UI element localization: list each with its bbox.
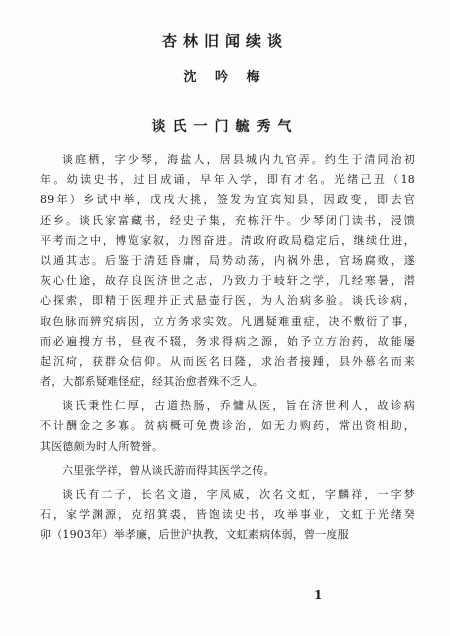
paragraph [40,485,415,546]
paragraph [40,396,415,457]
text-line: 以通其志。后鉴于清廷昏庸，局势动荡，内祸外患，官场腐败，遂 [40,253,415,267]
chapter-title: 谈氏一门毓秀气 [151,119,299,135]
page-number: 1 [314,588,323,602]
text-line: 灰心仕途，故存良医济世之志，乃致力于岐轩之学，几经寒暑，潜 [40,274,415,288]
text-line: 89年）乡试中举，戊戌大挑，签发为宜宾知县，因政变，即去官 [40,193,415,207]
body-text [40,150,415,546]
text-line: 还乡。谈氏家富藏书，经史子集，充栋汗牛。少琴闭门读书，浸馈 [40,213,415,227]
author-name: 沈 吟 梅 [183,70,267,85]
book-title: 杏林旧闻续谈 [161,32,288,50]
text-line: 而必遍搜方书，昼夜不辍，务求得病之源，始予立方治药，故能屡 [40,334,415,348]
text-line: 谈氏有二子，长名文道，字凤威，次名文虹，字麟祥，一字梦 [62,488,415,501]
text-line: 谈庭栖，字少琴，海盐人，居县城内九官弄。约生于清同治初 [62,153,415,166]
text-line: 取色脉而辨究病因，立方务求实效。凡遇疑难重症，决不敷衍了事， [40,314,415,328]
text-line: 石，家学渊源，克绍箕裘，皆饱读史书，攻举事业，文虹于光绪癸 [40,508,415,522]
text-line: 年。幼读史书，过目成诵，早年入学，即有才名。光绪己丑（18 [40,173,415,187]
text-line: 其医德颇为时人所赞誉。 [40,439,164,453]
paragraph [40,150,415,392]
text-line: 者，大都系疑难怪症，经其治愈者殊不乏人。 [40,375,264,389]
text-line: 六里张学祥，曾从谈氏游而得其医学之传。 [62,463,275,477]
text-line: 不计酬金之多寡。贫病概可免费诊治，如无力购药，常出资相助， [40,419,415,433]
text-line: 谈氏秉性仁厚，古道热肠，乔慵从医，旨在济世利人，故诊病 [62,399,415,413]
paragraph [40,461,415,481]
text-line: 卯（1903年）举孝廉，后世沪执教，文虹素病体弱，曾一度服 [40,528,349,542]
text-line: 平考而之中，博览家叙，力图奋进。清政府政局稳定后，继续仕进， [40,233,415,247]
text-line: 起沉疴，获群众信仰。从而医名日隆，求治者接踵，县外慕名而来 [40,354,415,368]
text-line: 心探索，即精于医理并正式悬壶行医，为人治病多验。谈氏诊病， [40,294,415,308]
